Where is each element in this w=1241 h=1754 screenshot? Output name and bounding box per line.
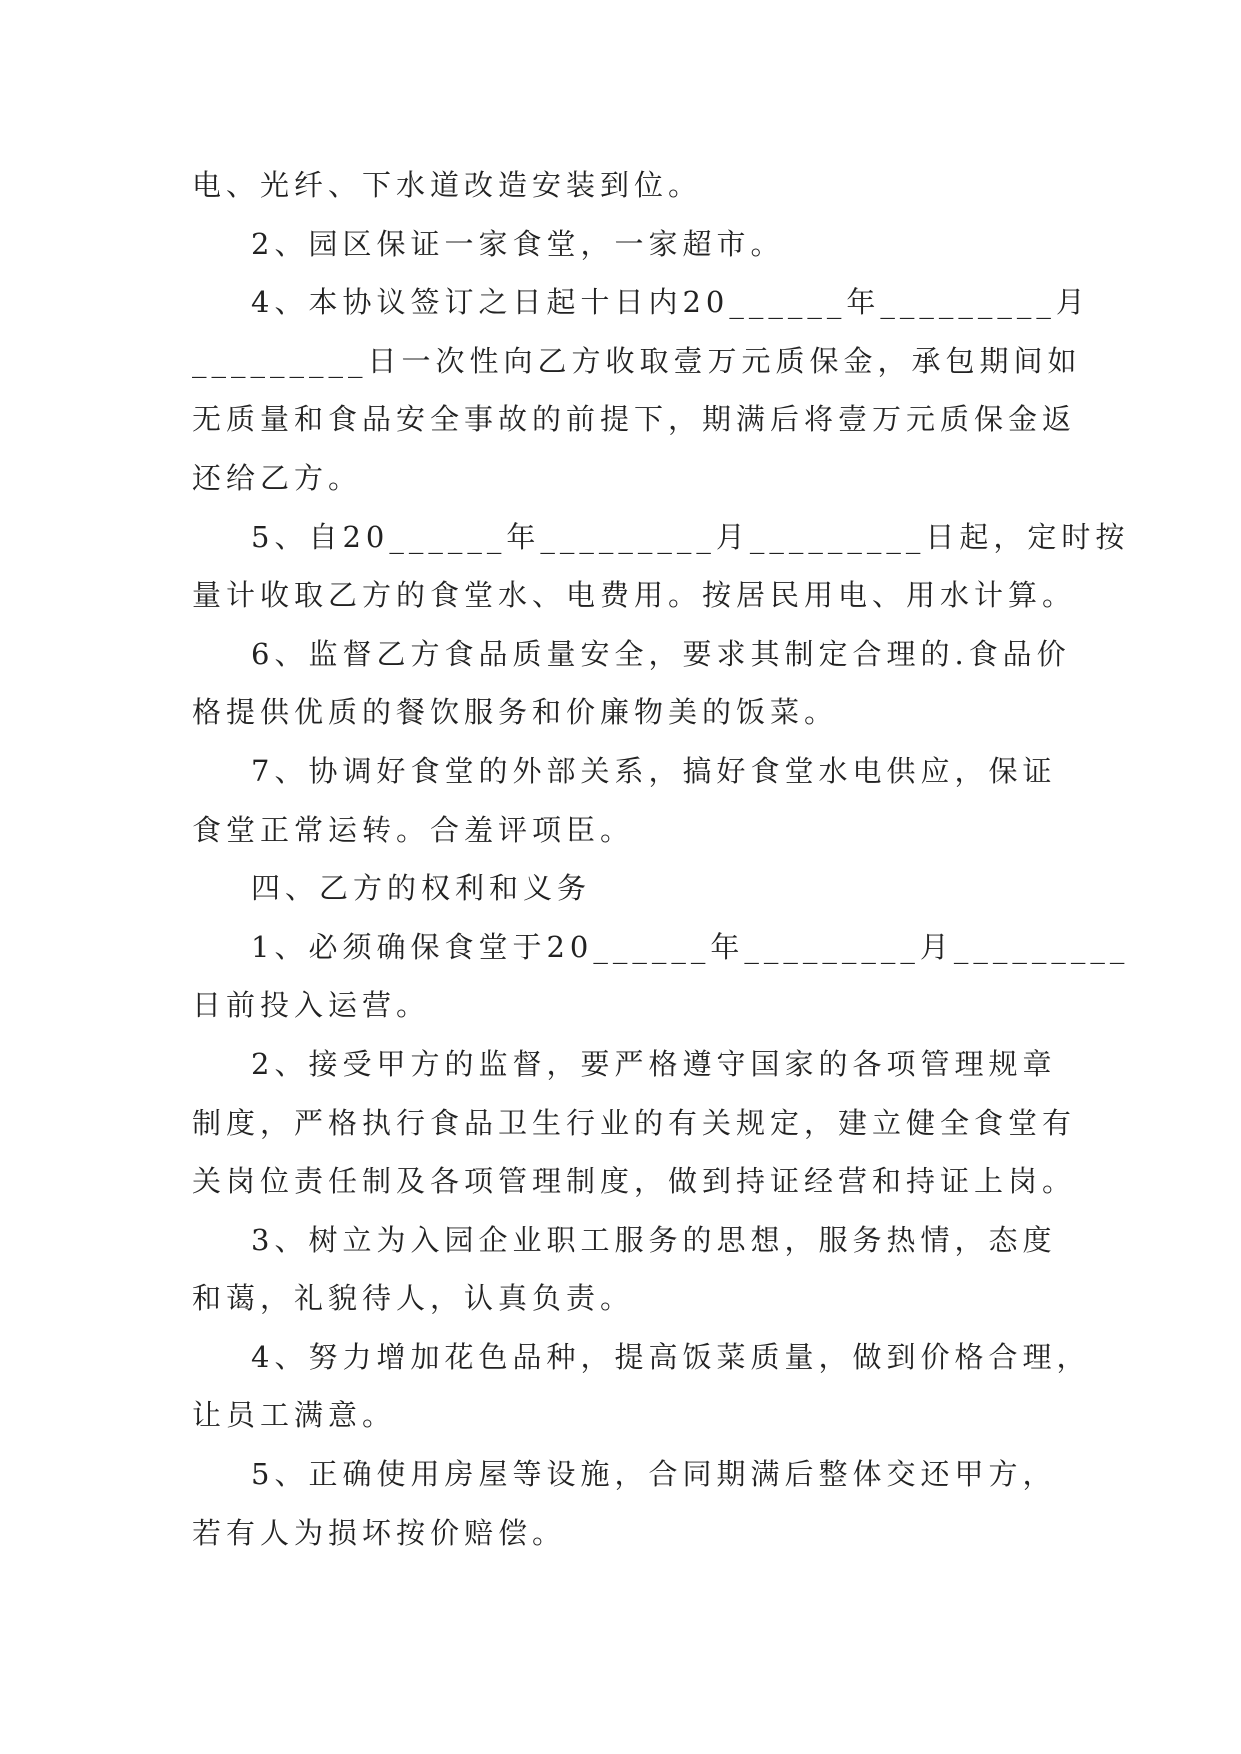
text-line: 让员工满意。	[192, 1398, 397, 1433]
text-line: 5、正确使用房屋等设施，合同期满后整体交还甲方，	[251, 1457, 1057, 1492]
text-line: 2、园区保证一家食堂，一家超市。	[251, 226, 785, 261]
text-line: 1、必须确保食堂于20______年_________月_________	[251, 929, 1130, 964]
document-body	[192, 156, 1130, 1562]
text-line: 和蔼，礼貌待人，认真负责。	[192, 1281, 635, 1316]
text-line: 格提供优质的餐饮服务和价廉物美的饭菜。	[192, 695, 839, 730]
text-line: 6、监督乙方食品质量安全，要求其制定合理的.食品价	[251, 636, 1071, 671]
text-line: 2、接受甲方的监督，要严格遵守国家的各项管理规章	[251, 1046, 1057, 1081]
text-line: 3、树立为入园企业职工服务的思想，服务热情，态度	[251, 1222, 1057, 1257]
text-line: 4、本协议签订之日起十日内20______年_________月	[251, 285, 1090, 320]
text-line: 关岗位责任制及各项管理制度，做到持证经营和持证上岗。	[192, 1164, 1077, 1199]
text-line: _________日一次性向乙方收取壹万元质保金，承包期间如	[192, 343, 1082, 378]
text-line: 无质量和食品安全事故的前提下，期满后将壹万元质保金返	[192, 402, 1077, 437]
text-line: 食堂正常运转。合羞评项臣。	[192, 812, 635, 847]
text-line: 4、努力增加花色品种，提高饭菜质量，做到价格合理，	[251, 1339, 1091, 1374]
text-line: 电、光纤、下水道改造安装到位。	[192, 168, 703, 202]
text-line: 量计收取乙方的食堂水、电费用。按居民用电、用水计算。	[192, 578, 1077, 613]
text-line: 5、自20______年_________月_________日起，定时按	[251, 519, 1130, 554]
section-heading: 四、乙方的权利和义务	[251, 871, 592, 906]
text-line: 日前投入运营。	[192, 988, 431, 1023]
text-line: 还给乙方。	[192, 460, 363, 495]
text-line: 7、协调好食堂的外部关系，搞好食堂水电供应，保证	[251, 753, 1057, 788]
text-line: 若有人为损坏按价赔偿。	[192, 1515, 567, 1550]
text-line: 制度，严格执行食品卫生行业的有关规定，建立健全食堂有	[192, 1105, 1077, 1140]
